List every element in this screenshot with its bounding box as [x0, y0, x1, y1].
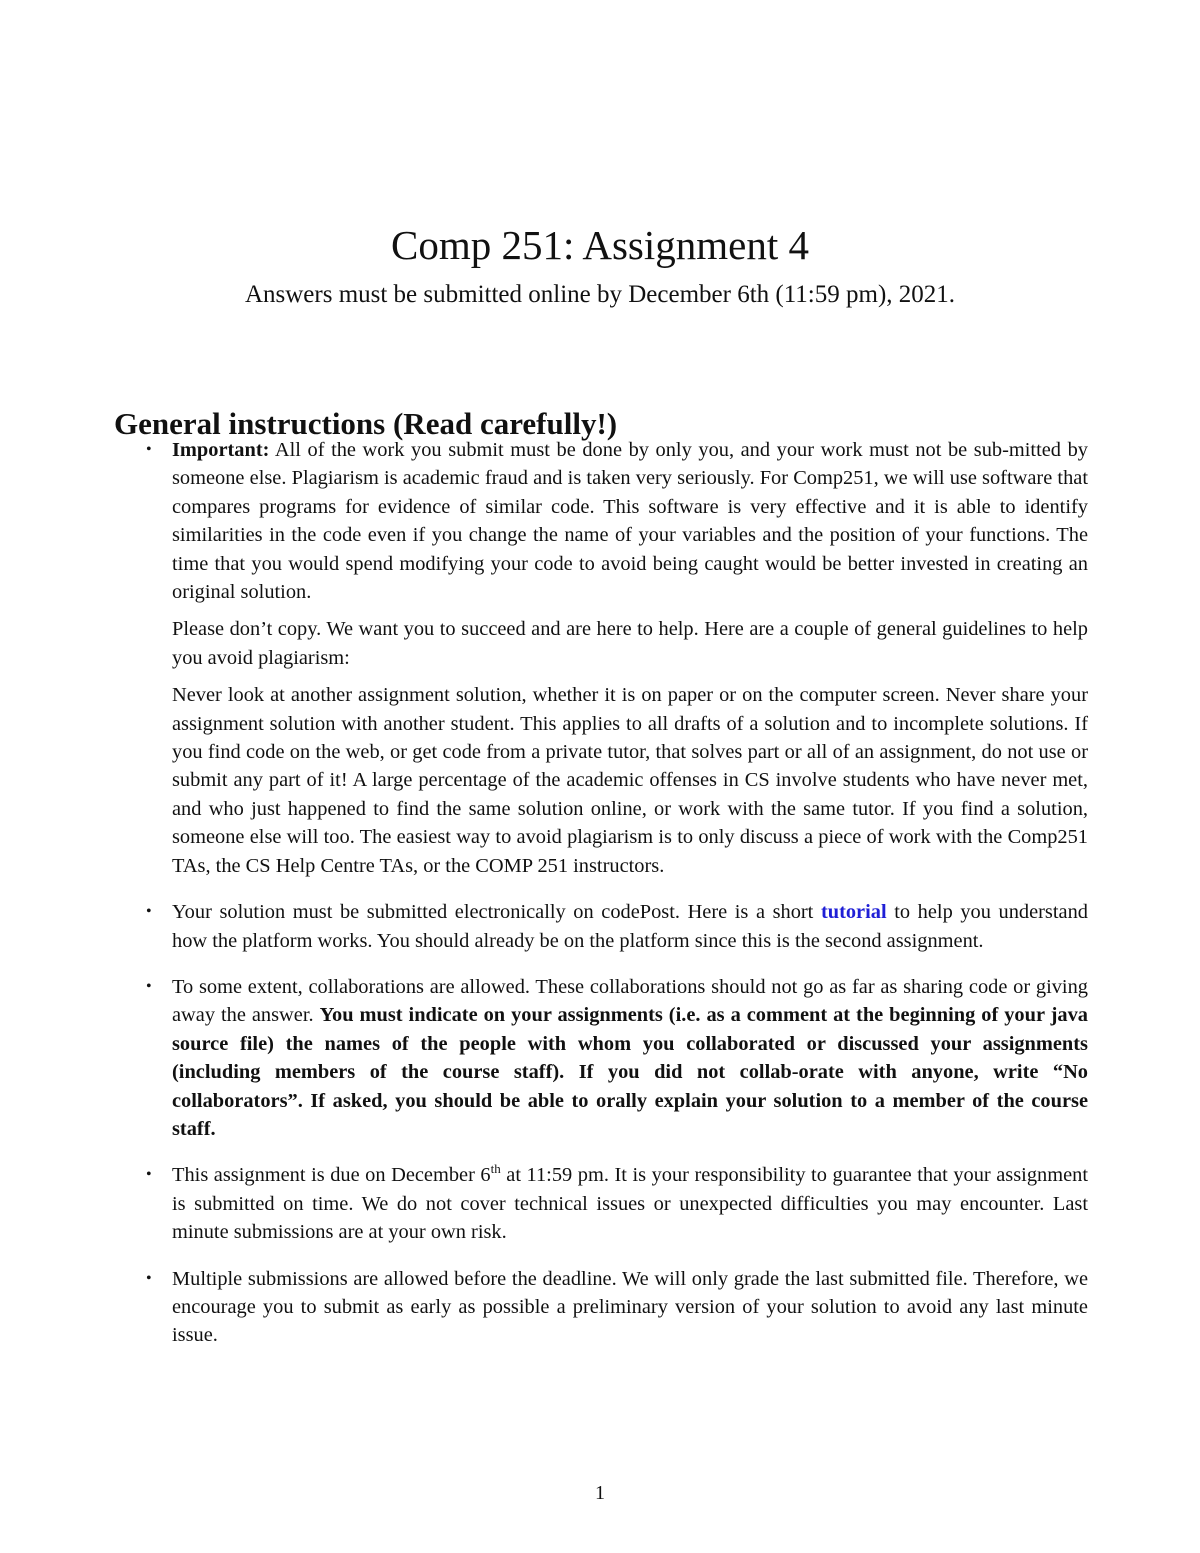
due-date-superscript: th	[490, 1161, 501, 1177]
please-dont-copy-paragraph: Please don’t copy. We want you to succeed and are here to help. Here are a couple of general guidelines to help you avoid plagiarism:	[172, 618, 1088, 669]
list-item-important	[146, 436, 1088, 880]
submission-paragraph	[172, 898, 1088, 955]
never-look-paragraph: Never look at another assignment solution, whether it is on paper or on the computer screen. Never share your assignment solution with another student. This applies to all drafts of a solution and to incomplete solutions. If you find code on the web, or get code from a private tutor, that solves part or all of an assignment, do not use or submit any part of it! A large percentage of the academic offenses in CS involve students who have never met, and who just happened to find the same solution online, or work with the same tutor. If you find a solution, someone else will too. The easiest way to avoid plagiarism is to only discuss a piece of work with the Comp251 TAs, the CS Help Centre TAs, or the COMP 251 instructors.	[172, 684, 1088, 877]
important-paragraph	[172, 436, 1088, 606]
list-item-multiple-submissions	[146, 1265, 1088, 1350]
collaboration-paragraph	[172, 973, 1088, 1143]
important-label: Important:	[172, 439, 270, 461]
submission-text-after: to help you understand how the platform works. You should already be on the platform since this is the second assignment.	[172, 901, 1088, 952]
document-title: Comp 251: Assignment 4	[390, 222, 809, 269]
bullet-icon: •	[146, 903, 152, 921]
bullet-icon: •	[146, 441, 152, 458]
bullet-icon: •	[146, 977, 152, 995]
tutorial-link[interactable]: tutorial	[820, 901, 887, 924]
submission-text-before: Your solution must be submitted electronically on codePost. Here is a short	[172, 901, 814, 924]
section-heading: General instructions (Read carefully!)	[114, 405, 618, 441]
important-text: All of the work you submit must be done by only you, and your work must not be sub-mitted by someone else. Plagiarism is academic fraud and is taken very seriously. For Comp251, we will use software that compares programs for evidence of similar code. This software is very effective and it is able to identify similarities in the code even if you change the name of your variables and the position of your functions. The time that you would spend modifying your code to avoid being caught would be better invested in creating an original solution.	[172, 439, 1088, 604]
multiple-submissions-paragraph: Multiple submissions are allowed before the deadline. We will only grade the last submitted file. Therefore, we encourage you to submit as early as possible a preliminary version of your solution to avoid any last minute issue.	[172, 1267, 1088, 1347]
document-subtitle: Answers must be submitted online by December 6th (11:59 pm), 2021.	[244, 281, 956, 308]
collaboration-text: To some extent, collaborations are allowed. These collaborations should not go as far as sharing code or giving away the answer.	[172, 975, 1088, 1027]
list-item-collaboration	[146, 973, 1088, 1143]
collaboration-bold-text: You must indicate on your assignments (i.e. as a comment at the beginning of your java source file) the names of the people with whom you collaborated or discussed your assignments (including members of the course staff). If you did not collab-orate with anyone, write “No collaborators”. If asked, you should be able to orally explain your solution to a member of the course staff.	[172, 1004, 1088, 1140]
page-number: 1	[595, 1482, 605, 1504]
due-date-paragraph	[172, 1161, 1088, 1246]
bullet-icon: •	[146, 1166, 152, 1184]
due-date-text-before: This assignment is due on December 6	[172, 1164, 491, 1187]
bullet-icon: •	[146, 1269, 152, 1287]
instructions-list	[146, 436, 1088, 1368]
due-date-text-after: at 11:59 pm. It is your responsibility to guarantee that your assignment is submitted on time. We do not cover technical issues or unexpected difficulties you may encounter. Last minute submissions are at your own risk.	[172, 1164, 1088, 1244]
list-item-submission	[146, 898, 1088, 955]
list-item-due-date	[146, 1161, 1088, 1246]
